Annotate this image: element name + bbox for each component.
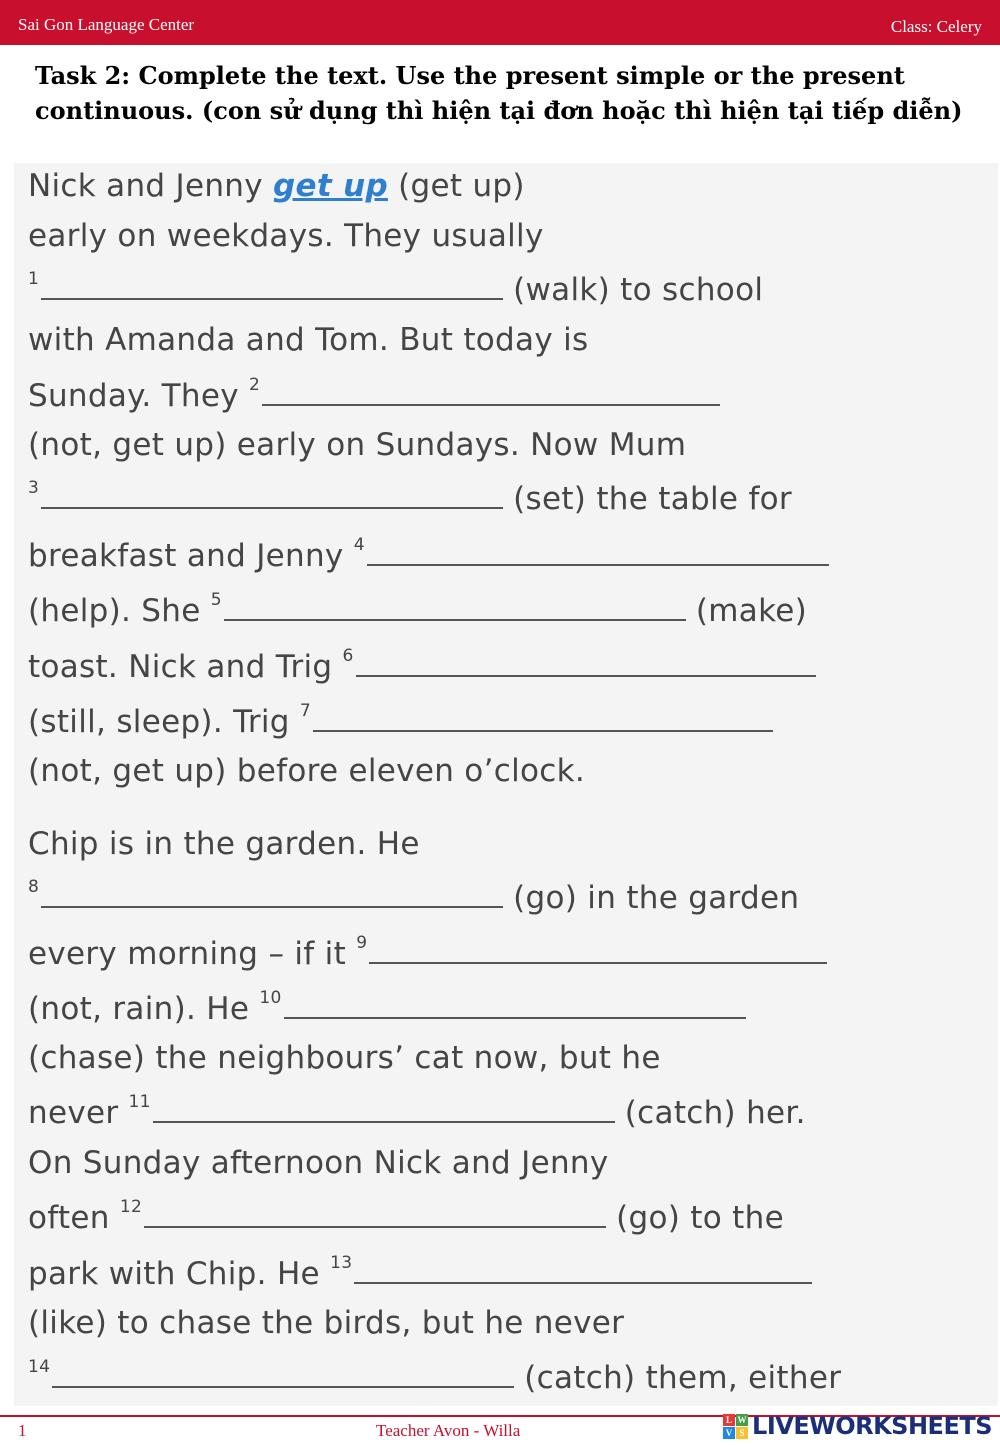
example-answer: get up — [273, 168, 388, 204]
brand-name: LIVEWORKSHEETS — [752, 1412, 992, 1440]
logo-blocks-icon — [723, 1414, 748, 1439]
answer-blank-12[interactable] — [144, 1202, 606, 1228]
blank-number: 3 — [28, 478, 40, 498]
text-segment: toast. Nick and Trig — [28, 649, 343, 685]
blank-number: 7 — [299, 701, 312, 721]
text-segment: (not, rain). He — [28, 991, 260, 1027]
text-segment: never — [28, 1095, 129, 1131]
text-line-18 — [28, 1092, 806, 1131]
text-line-1 — [28, 168, 525, 204]
answer-blank-3[interactable] — [41, 483, 503, 509]
text-line-10 — [28, 646, 826, 685]
answer-blank-13[interactable] — [354, 1258, 812, 1284]
text-segment: breakfast and Jenny — [28, 538, 354, 574]
blank-number: 11 — [128, 1092, 151, 1112]
blank-number: 2 — [249, 375, 261, 395]
blank-number: 12 — [119, 1197, 143, 1217]
blank-number: 5 — [210, 590, 222, 610]
center-name: Sai Gon Language Center — [18, 15, 195, 34]
blank-number: 10 — [259, 988, 282, 1008]
text-line-8 — [28, 535, 839, 574]
answer-blank-10[interactable] — [284, 993, 746, 1019]
text-line-23 — [28, 1357, 842, 1396]
text-segment: (make) — [695, 593, 807, 629]
text-segment: (walk) to school — [513, 272, 764, 308]
page-footer — [0, 1412, 1000, 1445]
answer-blank-8[interactable] — [41, 882, 503, 908]
text-segment: (help). She — [28, 593, 211, 629]
answer-blank-1[interactable] — [41, 274, 503, 300]
text-segment: (catch) them, either — [524, 1360, 842, 1396]
blank-number: 1 — [28, 269, 40, 289]
page-number: 1 — [18, 1421, 27, 1440]
answer-blank-11[interactable] — [153, 1097, 615, 1123]
blank-number: 13 — [330, 1253, 353, 1273]
blank-number: 9 — [356, 933, 368, 953]
blank-number: 6 — [342, 646, 354, 666]
text-segment: Nick and Jenny — [28, 168, 274, 204]
answer-blank-2[interactable] — [262, 380, 720, 406]
text-line-2: early on weekdays. They usually — [28, 218, 544, 254]
text-line-14 — [28, 877, 800, 916]
text-segment: Sunday. They — [28, 378, 250, 414]
logo-letter: V — [723, 1427, 735, 1439]
text-line-16 — [28, 988, 756, 1027]
text-segment: (set) the table for — [513, 481, 792, 517]
text-segment: (go) in the garden — [513, 880, 800, 916]
liveworksheets-logo — [723, 1413, 992, 1439]
text-segment: every morning – if it — [28, 936, 357, 972]
answer-blank-4[interactable] — [367, 540, 829, 566]
text-segment: (catch) her. — [624, 1095, 806, 1131]
logo-letter: S — [736, 1427, 748, 1439]
answer-blank-14[interactable] — [52, 1362, 514, 1388]
text-line-9 — [28, 590, 807, 629]
blank-number: 14 — [28, 1357, 51, 1377]
text-line-12: (not, get up) before eleven o’clock. — [28, 753, 585, 789]
text-line-20 — [28, 1197, 784, 1236]
text-line-22: (like) to chase the birds, but he never — [28, 1305, 625, 1341]
text-line-15 — [28, 933, 837, 972]
text-line-11 — [28, 701, 783, 740]
teacher-name: Teacher Avon - Willa — [376, 1421, 521, 1440]
text-segment: often — [28, 1200, 120, 1236]
answer-blank-6[interactable] — [356, 651, 816, 677]
text-line-3 — [28, 269, 764, 308]
text-line-19: On Sunday afternoon Nick and Jenny — [28, 1145, 609, 1181]
logo-letter: W — [737, 1414, 747, 1425]
text-segment: (still, sleep). Trig — [28, 704, 300, 740]
answer-blank-7[interactable] — [313, 706, 773, 732]
text-segment: (get up) — [387, 168, 525, 204]
blank-number: 4 — [353, 535, 365, 555]
blank-number: 8 — [28, 877, 40, 897]
text-line-5 — [28, 375, 730, 414]
text-line-6: (not, get up) early on Sundays. Now Mum — [28, 427, 687, 463]
text-line-4: with Amanda and Tom. But today is — [28, 322, 589, 358]
class-label: Class: Celery — [890, 17, 982, 36]
answer-blank-9[interactable] — [369, 938, 827, 964]
answer-blank-5[interactable] — [224, 595, 686, 621]
text-segment: (go) to the — [616, 1200, 784, 1236]
text-line-7 — [28, 478, 792, 517]
text-segment: park with Chip. He — [28, 1256, 331, 1292]
task-title: Task 2: Complete the text. Use the present simple or the present continuous. (con sử dụng thì hiện tại đơn hoặc thì hiện tại tiếp diễn) — [35, 61, 963, 125]
page-header — [0, 0, 1000, 45]
text-line-13: Chip is in the garden. He — [28, 826, 420, 862]
logo-letter: L — [723, 1414, 735, 1426]
text-line-21 — [28, 1253, 822, 1292]
text-line-17: (chase) the neighbours’ cat now, but he — [28, 1040, 661, 1076]
